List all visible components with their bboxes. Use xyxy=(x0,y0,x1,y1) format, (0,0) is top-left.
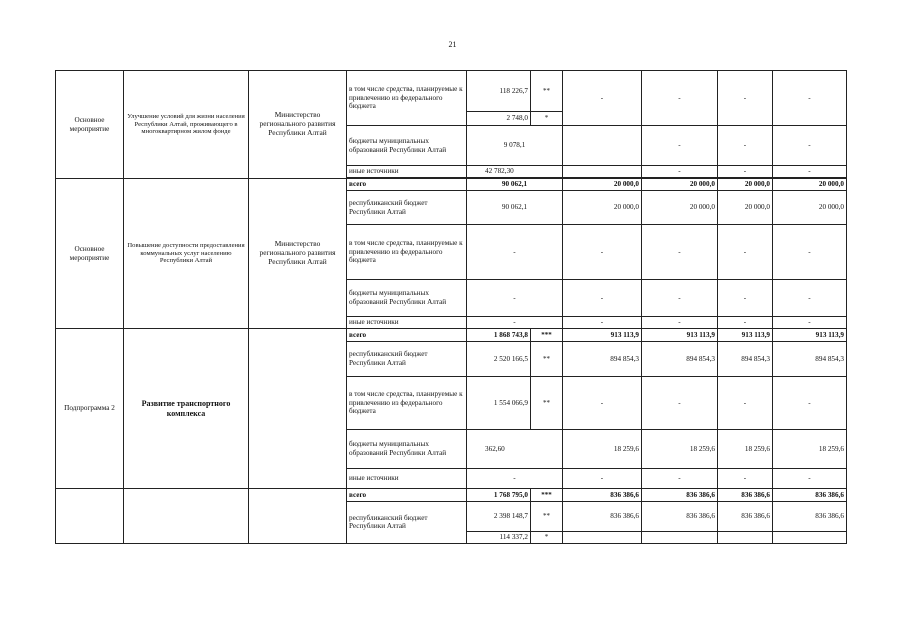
source-label: в том числе средства, планируемые к привлечению из федерального бюджета xyxy=(347,71,467,126)
total-value: - xyxy=(467,317,563,329)
year-value: - xyxy=(563,317,642,329)
total-value: 1 868 743,8 xyxy=(467,329,531,342)
year-value: 836 386,6 xyxy=(642,502,718,532)
executor xyxy=(249,329,347,489)
year-value: - xyxy=(642,317,718,329)
total-value: 362,60 xyxy=(467,430,563,469)
total-value: - xyxy=(467,469,563,489)
total-value: 1 554 066,9 xyxy=(467,377,531,430)
year-value: 18 259,6 xyxy=(718,430,773,469)
year-value: - xyxy=(563,469,642,489)
year-value: - xyxy=(642,126,718,166)
year-value xyxy=(563,532,642,544)
footnote-mark: * xyxy=(531,112,563,126)
total-value: 9 078,1 xyxy=(467,126,563,166)
year-value: - xyxy=(642,166,718,178)
year-value: 20 000,0 xyxy=(563,179,642,191)
year-value: 913 113,9 xyxy=(718,329,773,342)
source-label: бюджеты муниципальных образований Республики Алтай xyxy=(347,430,467,469)
year-value: 836 386,6 xyxy=(718,489,773,502)
year-value: 20 000,0 xyxy=(718,191,773,225)
year-value: 18 259,6 xyxy=(642,430,718,469)
year-value xyxy=(563,126,642,166)
activity-name xyxy=(124,489,249,544)
executor: Министерство регионального развития Республики Алтай xyxy=(249,71,347,179)
source-label: республиканский бюджет Республики Алтай xyxy=(347,342,467,377)
subprogram-number: Подпрограмма 2 xyxy=(56,329,124,489)
total-value: 2 398 148,7 xyxy=(467,502,531,532)
year-value: - xyxy=(718,377,773,430)
footnote-mark: ** xyxy=(531,502,563,532)
year-value: - xyxy=(773,71,847,126)
year-value: 20 000,0 xyxy=(718,179,773,191)
source-label: бюджеты муниципальных образований Республики Алтай xyxy=(347,126,467,166)
table-row xyxy=(56,489,847,502)
source-label: иные источники xyxy=(347,469,467,489)
page-number: 21 xyxy=(448,40,457,49)
year-value: - xyxy=(642,377,718,430)
year-value: - xyxy=(718,469,773,489)
total-value: 1 768 795,0 xyxy=(467,489,531,502)
executor: Министерство регионального развития Республики Алтай xyxy=(249,179,347,329)
year-value: - xyxy=(642,469,718,489)
total-value: 42 782,30 xyxy=(467,166,563,178)
footnote-mark: *** xyxy=(531,489,563,502)
year-value: - xyxy=(773,126,847,166)
year-value: 20 000,0 xyxy=(563,191,642,225)
year-value: 836 386,6 xyxy=(773,502,847,532)
year-value: - xyxy=(718,225,773,280)
source-label: иные источники xyxy=(347,166,467,178)
year-value: 836 386,6 xyxy=(563,489,642,502)
year-value: - xyxy=(642,280,718,317)
year-value: - xyxy=(773,225,847,280)
source-label: в том числе средства, планируемые к привлечению из федерального бюджета xyxy=(347,225,467,280)
source-label: всего xyxy=(347,329,467,342)
year-value: 913 113,9 xyxy=(642,329,718,342)
year-value xyxy=(718,532,773,544)
year-value xyxy=(773,532,847,544)
source-label: всего xyxy=(347,489,467,502)
year-value: - xyxy=(718,166,773,178)
year-value: - xyxy=(563,280,642,317)
table-row xyxy=(56,71,847,112)
year-value: - xyxy=(773,317,847,329)
total-value: 118 226,7 xyxy=(467,71,531,112)
year-value: 836 386,6 xyxy=(718,502,773,532)
total-value: 2 520 166,5 xyxy=(467,342,531,377)
footnote-mark: *** xyxy=(531,329,563,342)
table-row xyxy=(56,329,847,342)
year-value: - xyxy=(563,71,642,126)
source-label: иные источники xyxy=(347,317,467,329)
total-value: 2 748,0 xyxy=(467,112,531,126)
year-value: - xyxy=(718,126,773,166)
footnote-mark: ** xyxy=(531,342,563,377)
total-value: 90 062,1 xyxy=(467,179,563,191)
total-value: - xyxy=(467,225,563,280)
year-value: 894 854,3 xyxy=(773,342,847,377)
year-value: 20 000,0 xyxy=(773,191,847,225)
source-label: республиканский бюджет Республики Алтай xyxy=(347,191,467,225)
source-label: бюджеты муниципальных образований Республики Алтай xyxy=(347,280,467,317)
subprogram-name: Развитие транспортного комплекса xyxy=(124,329,249,489)
source-label: республиканский бюджет Республики Алтай xyxy=(347,502,467,544)
year-value: 836 386,6 xyxy=(563,502,642,532)
total-value: 114 337,2 xyxy=(467,532,531,544)
year-value xyxy=(563,166,642,178)
year-value: - xyxy=(563,377,642,430)
year-value: - xyxy=(718,280,773,317)
year-value: - xyxy=(773,166,847,178)
year-value: 894 854,3 xyxy=(563,342,642,377)
year-value: 894 854,3 xyxy=(642,342,718,377)
year-value xyxy=(642,532,718,544)
year-value: 836 386,6 xyxy=(773,489,847,502)
activity-name: Повышение доступности предоставления коммунальных услуг населению Республики Алтай xyxy=(124,179,249,329)
year-value: 18 259,6 xyxy=(563,430,642,469)
year-value: - xyxy=(563,225,642,280)
year-value: - xyxy=(718,317,773,329)
footnote-mark: ** xyxy=(531,71,563,112)
year-value: 836 386,6 xyxy=(642,489,718,502)
source-label: в том числе средства, планируемые к привлечению из федерального бюджета xyxy=(347,377,467,430)
year-value: 913 113,9 xyxy=(563,329,642,342)
footnote-mark: * xyxy=(531,532,563,544)
year-value: - xyxy=(642,71,718,126)
year-value: 913 113,9 xyxy=(773,329,847,342)
activity-type: Основное мероприятие xyxy=(56,71,124,179)
year-value: - xyxy=(773,377,847,430)
year-value: 20 000,0 xyxy=(773,179,847,191)
executor xyxy=(249,489,347,544)
year-value: 20 000,0 xyxy=(642,191,718,225)
total-value: - xyxy=(467,280,563,317)
activity-type xyxy=(56,489,124,544)
year-value: 18 259,6 xyxy=(773,430,847,469)
year-value: - xyxy=(718,71,773,126)
footnote-mark: ** xyxy=(531,377,563,430)
year-value: 894 854,3 xyxy=(718,342,773,377)
budget-table xyxy=(55,70,847,544)
year-value: - xyxy=(773,280,847,317)
activity-type: Основное мероприятие xyxy=(56,179,124,329)
year-value: 20 000,0 xyxy=(642,179,718,191)
table-row xyxy=(56,179,847,191)
year-value: - xyxy=(642,225,718,280)
source-label: всего xyxy=(347,179,467,191)
total-value: 90 062,1 xyxy=(467,191,563,225)
year-value: - xyxy=(773,469,847,489)
activity-name: Улучшение условий для жизни населения Республики Алтай, проживающего в многоквартирном жилом фонде xyxy=(124,71,249,179)
